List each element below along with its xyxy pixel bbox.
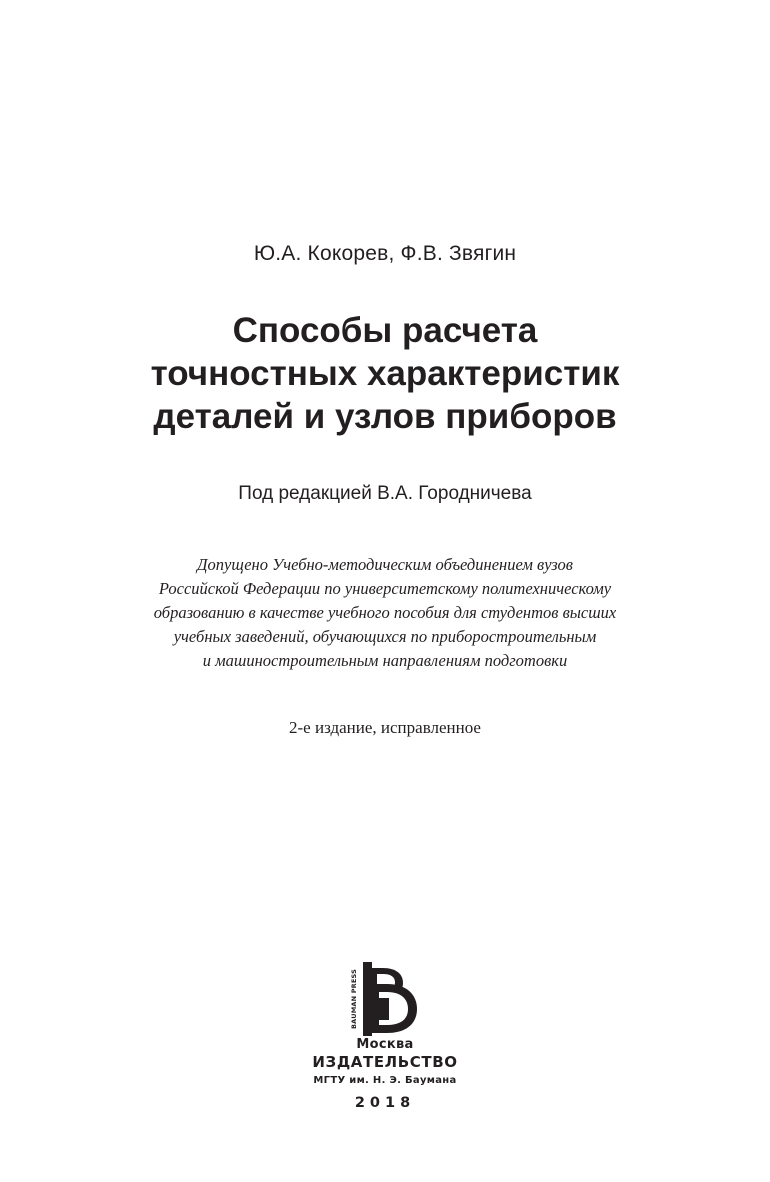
- book-title-line: деталей и узлов приборов: [153, 397, 617, 436]
- approval-line: учебных заведений, обучающихся по приборостроительным: [173, 627, 597, 646]
- svg-text:BAUMAN PRESS: BAUMAN PRESS: [350, 969, 358, 1029]
- approval-line: Допущено Учебно-методическим объединением вузов: [197, 555, 573, 574]
- approval-line: Российской Федерации по университетскому политехническому: [158, 579, 612, 598]
- edition-note: 2-е издание, исправленное: [289, 718, 481, 737]
- book-editor: Под редакцией В.А. Городничева: [238, 483, 532, 504]
- book-title: [0, 309, 770, 438]
- bauman-press-logo-icon: [349, 962, 421, 1036]
- approval-statement: [0, 553, 770, 673]
- publisher-city: Москва: [356, 1037, 414, 1052]
- publisher-name: ИЗДАТЕЛЬСТВО: [312, 1053, 458, 1071]
- book-title-line: точностных характеристик: [150, 354, 620, 393]
- book-title-line: Способы расчета: [232, 311, 538, 350]
- publication-year: 2018: [354, 1095, 416, 1111]
- approval-line: и машиностроительным направлениям подготовки: [202, 651, 568, 670]
- approval-line: образованию в качестве учебного пособия для студентов высших: [153, 603, 617, 622]
- publisher-subtitle: МГТУ им. Н. Э. Баумана: [313, 1075, 457, 1086]
- book-authors: Ю.А. Кокорев, Ф.В. Звягин: [253, 242, 517, 265]
